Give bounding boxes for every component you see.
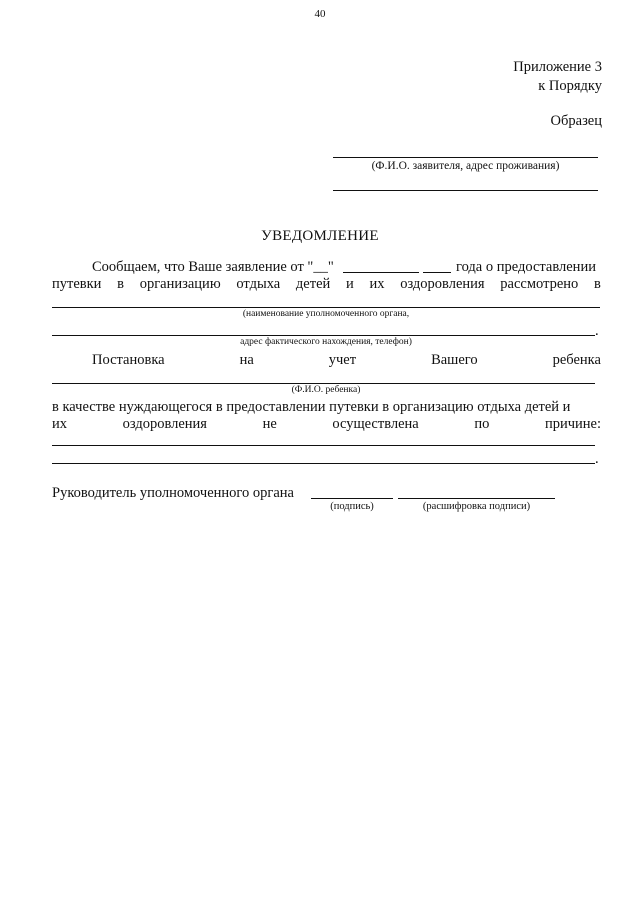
child-name-line bbox=[52, 383, 595, 384]
word: по bbox=[474, 416, 490, 432]
word: и bbox=[346, 276, 354, 292]
word: рассмотрено bbox=[500, 276, 579, 292]
date-month-line bbox=[343, 272, 419, 273]
word: ребенка bbox=[552, 352, 601, 368]
applicant-caption: (Ф.И.О. заявителя, адрес проживания) bbox=[371, 160, 560, 172]
word: Вашего bbox=[431, 352, 478, 368]
word: оздоровления bbox=[400, 276, 485, 292]
signature-decode-caption: (расшифровка подписи) bbox=[422, 501, 531, 512]
p2-line1 bbox=[92, 351, 601, 369]
word: оздоровления bbox=[122, 416, 207, 432]
organ-caption: (наименование уполномоченного органа, bbox=[242, 309, 410, 319]
child-caption: (Ф.И.О. ребенка) bbox=[291, 385, 361, 395]
p2-line3 bbox=[52, 415, 601, 433]
word: в bbox=[117, 276, 125, 292]
page-number: 40 bbox=[314, 8, 326, 20]
word: причине: bbox=[544, 416, 601, 432]
reason-line-1 bbox=[52, 445, 595, 446]
p1-line2 bbox=[52, 275, 601, 293]
word: отдыха bbox=[236, 276, 281, 292]
p1-line1-end: года о предоставлении bbox=[456, 259, 596, 275]
word: на bbox=[239, 352, 254, 368]
word: учет bbox=[328, 352, 357, 368]
word: организацию bbox=[139, 276, 221, 292]
document-title: УВЕДОМЛЕНИЕ bbox=[261, 228, 379, 244]
address-caption: адрес фактического нахождения, телефон) bbox=[240, 337, 412, 347]
appendix-label: Приложение 3 bbox=[513, 59, 602, 75]
date-year-line bbox=[423, 272, 451, 273]
word: осуществлена bbox=[332, 416, 419, 432]
word: их bbox=[52, 416, 68, 432]
signature-label: Руководитель уполномоченного органа bbox=[52, 485, 294, 501]
p2-dot: . bbox=[595, 451, 599, 467]
p1-dot: . bbox=[595, 323, 599, 339]
applicant-name-line bbox=[333, 157, 598, 158]
signature-caption: (подпись) bbox=[330, 501, 374, 512]
word: в bbox=[594, 276, 601, 292]
word: их bbox=[369, 276, 385, 292]
reason-line-2 bbox=[52, 463, 595, 464]
p2-line2: в качестве нуждающегося в предоставлении путевки в организацию отдыха детей и bbox=[52, 399, 571, 415]
signature-decode-line bbox=[398, 498, 555, 499]
word: детей bbox=[295, 276, 331, 292]
order-label: к Порядку bbox=[538, 78, 602, 94]
word: путевки bbox=[52, 276, 102, 292]
organ-name-line bbox=[52, 307, 600, 308]
organ-address-line bbox=[52, 335, 595, 336]
word: не bbox=[262, 416, 277, 432]
applicant-address-line bbox=[333, 190, 598, 191]
sample-label: Образец bbox=[550, 113, 602, 129]
word: Постановка bbox=[92, 352, 165, 368]
signature-line bbox=[311, 498, 393, 499]
p1-line1-start: Сообщаем, что Ваше заявление от "__" bbox=[92, 259, 334, 275]
